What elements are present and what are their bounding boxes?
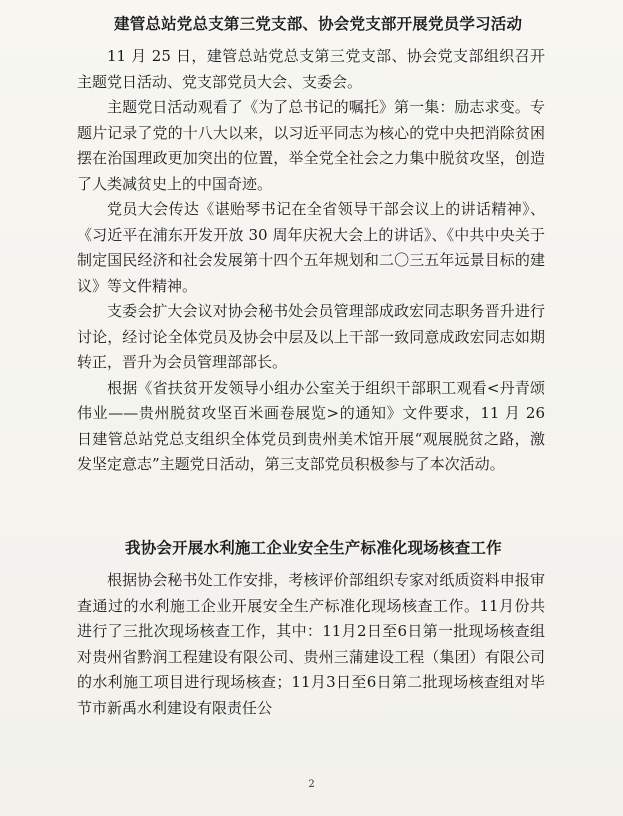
paragraph: 党员大会传达《谌贻琴书记在全省领导干部会议上的讲话精神》、《习近平在浦东开发开放 30 周年庆祝大会上的讲话》、《中共中央关于制定国民经济和社会发展第十四个五年规划和二〇三五年远景目标的建议》等文件精神。 <box>77 200 545 295</box>
section-title-party-study: 建管总站党总支第三党支部、协会党支部开展党员学习活动 <box>114 14 523 33</box>
section-body-party-study <box>77 44 545 478</box>
paragraph: 主题党日活动观看了《为了总书记的嘱托》第一集：励志求变。专题片记录了党的十八大以来，以习近平同志为核心的党中央把消除贫困摆在治国理政更加突出的位置，举全党全社会之力集中脱贫攻坚，创造了人类减贫史上的中国奇迹。 <box>77 98 545 193</box>
page-number: 2 <box>308 779 315 790</box>
paragraph: 根据协会秘书处工作安排，考核评价部组织专家对纸质资料申报审查通过的水利施工企业开展安全生产标准化现场核查工作。11月份共进行了三批次现场核查工作，其中：11月2日至6日第一批现场核查组对贵州省黔润工程建设有限公司、贵州三蒲建设工程（集团）有限公司的水利施工项目进行现场核查；11月3日至6日第二批现场核查组对毕节市新禹水利建设有限责任公 <box>77 571 545 717</box>
section-title-safety-check: 我协会开展水利施工企业安全生产标准化现场核查工作 <box>125 538 502 557</box>
paragraph: 支委会扩大会议对协会秘书处会员管理部成政宏同志职务晋升进行讨论，经讨论全体党员及协会中层及以上干部一致同意成政宏同志如期转正，晋升为会员管理部部长。 <box>77 302 545 371</box>
section-body-safety-check <box>77 568 545 721</box>
paragraph: 11 月 25 日，建管总站党总支第三党支部、协会党支部组织召开主题党日活动、党支部党员大会、支委会。 <box>77 47 545 91</box>
paragraph: 根据《省扶贫开发领导小组办公室关于组织干部职工观看<丹青颂伟业——贵州脱贫攻坚百米画卷展览>的通知》文件要求，11 月 26 日建管总站党总支组织全体党员到贵州美术馆开展“观展脱贫之路，激发坚定意志”主题党日活动，第三支部党员积极参与了本次活动。 <box>77 378 545 473</box>
